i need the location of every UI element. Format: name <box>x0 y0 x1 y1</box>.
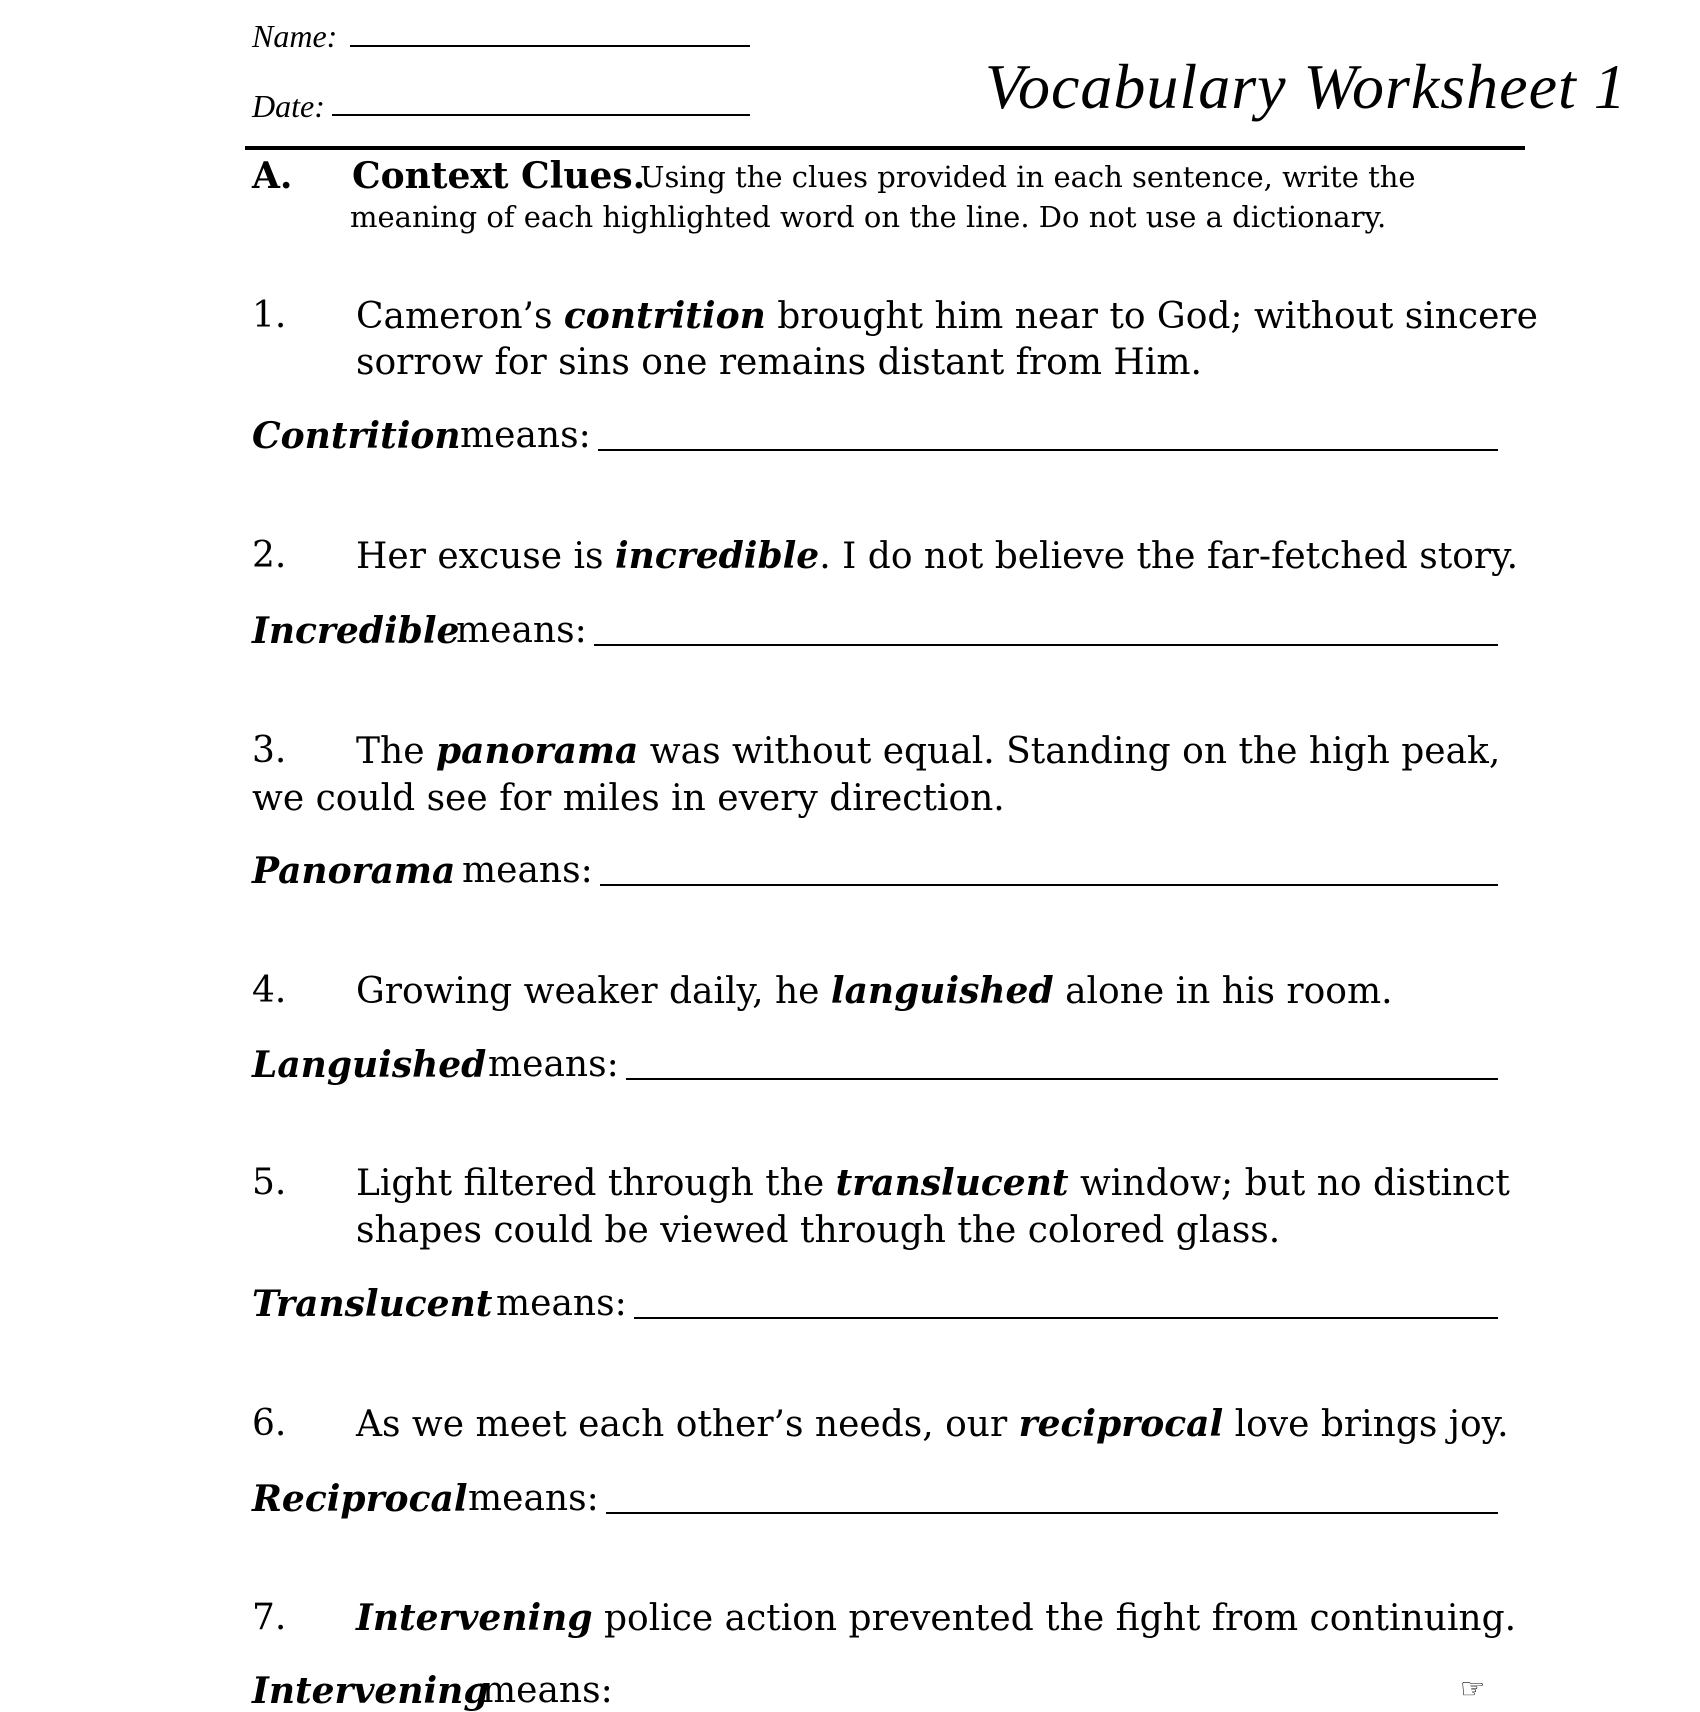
section-letter: A. <box>252 155 293 197</box>
item-number: 2. <box>252 535 287 576</box>
answer-word: Reciprocal <box>252 1478 468 1520</box>
item-sentence: The panorama was without equal. Standing on the high peak, <box>356 730 1501 772</box>
section-heading: Context Clues. <box>352 155 646 197</box>
worksheet-title: Vocabulary Worksheet 1 <box>985 51 1627 122</box>
item-sentence: Her excuse is incredible. I do not believe the far-fetched story. <box>356 535 1519 577</box>
answer-means: means: <box>482 1670 613 1711</box>
highlighted-word: incredible <box>614 535 820 577</box>
section-instructions-line1: Using the clues provided in each sentence, write the <box>640 160 1416 194</box>
name-field[interactable] <box>350 45 750 47</box>
item-sentence-line2: shapes could be viewed through the colored glass. <box>356 1210 1281 1251</box>
item-sentence: Intervening police action prevented the fight from continuing. <box>356 1597 1517 1639</box>
answer-means: means: <box>462 850 593 891</box>
answer-means: means: <box>488 1044 619 1085</box>
item-sentence: Cameron’s contrition brought him near to God; without sincere <box>356 295 1538 337</box>
highlighted-word: panorama <box>435 730 639 772</box>
item-number: 6. <box>252 1403 287 1444</box>
header-divider <box>245 146 1525 150</box>
answer-line-contrition[interactable] <box>598 449 1498 451</box>
item-number: 5. <box>252 1162 287 1203</box>
item-sentence: As we meet each other’s needs, our reciprocal love brings joy. <box>356 1403 1509 1445</box>
answer-line-reciprocal[interactable] <box>606 1512 1498 1514</box>
item-sentence-line2: sorrow for sins one remains distant from Him. <box>356 342 1202 383</box>
section-instructions-line2: meaning of each highlighted word on the line. Do not use a dictionary. <box>350 200 1387 234</box>
item-sentence: Growing weaker daily, he languished alone in his room. <box>356 970 1393 1012</box>
answer-means: means: <box>456 610 587 651</box>
answer-means: means: <box>496 1283 627 1324</box>
answer-word: Contrition <box>252 415 461 457</box>
answer-line-incredible[interactable] <box>594 644 1498 646</box>
item-number: 7. <box>252 1597 287 1638</box>
answer-means: means: <box>460 415 591 456</box>
item-sentence: Light filtered through the translucent window; but no distinct <box>356 1162 1510 1204</box>
highlighted-word: translucent <box>835 1162 1069 1204</box>
highlighted-word: languished <box>830 970 1054 1012</box>
answer-word: Languished <box>252 1044 487 1086</box>
answer-line-languished[interactable] <box>626 1078 1498 1080</box>
highlighted-word: Intervening <box>356 1597 593 1639</box>
answer-word: Translucent <box>252 1283 493 1325</box>
answer-word: Panorama <box>252 850 456 892</box>
item-number: 1. <box>252 295 287 336</box>
item-number: 3. <box>252 730 287 771</box>
item-number: 4. <box>252 970 287 1011</box>
highlighted-word: contrition <box>563 295 766 337</box>
answer-line-panorama[interactable] <box>600 884 1498 886</box>
answer-word: Incredible <box>252 610 460 652</box>
date-field[interactable] <box>332 114 750 116</box>
pointing-hand-icon: ☞ <box>1460 1672 1486 1705</box>
date-label: Date: <box>252 88 325 124</box>
name-label: Name: <box>252 18 338 54</box>
answer-line-translucent[interactable] <box>634 1317 1498 1319</box>
highlighted-word: reciprocal <box>1018 1403 1224 1445</box>
answer-word: Intervening <box>252 1670 489 1712</box>
answer-means: means: <box>468 1478 599 1519</box>
item-sentence-line2: we could see for miles in every direction. <box>252 778 1005 819</box>
